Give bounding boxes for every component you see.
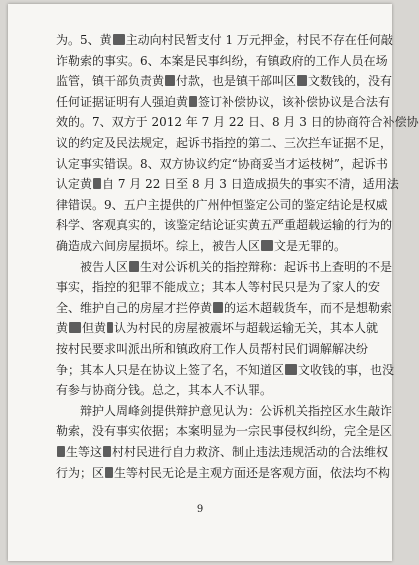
text-line	[56, 53, 388, 69]
text-segment: 律错误。9、五户主提供的广州仲恒鉴定公司的鉴定结论是权威	[56, 197, 388, 212]
redaction-block	[165, 75, 175, 86]
text-segment: 生等村民无论是主观方面还是客观方面，依法均不构	[114, 465, 391, 480]
text-segment: 议的约定及民法规定，起诉书指控的第二、三次拦车证据不足，	[56, 136, 393, 150]
text-segment: 争；其本人只是在协议上签了名，不知道区	[56, 362, 285, 377]
text-line	[56, 341, 376, 357]
text-segment: 生等这	[66, 445, 103, 459]
text-segment: 任何证据证明有人强迫黄	[56, 94, 189, 109]
text-segment: 为。5、黄	[56, 33, 112, 47]
redaction-block	[103, 446, 111, 457]
redaction-block	[57, 446, 65, 457]
text-segment: 辩护人周峰剑提供辩护意见认为：公诉机关指控区水生敲诈	[80, 403, 393, 418]
text-segment: 确造成六间房屋损坏。综上，被告人区	[56, 239, 261, 253]
page-number: 9	[196, 504, 204, 515]
text-segment: 有参与协商分钱。总之，其本人不认罪。	[56, 383, 273, 398]
body-text	[8, 4, 419, 561]
text-line	[56, 176, 399, 192]
text-segment: 行为；区	[56, 465, 105, 480]
redaction-block	[107, 322, 113, 333]
redaction-block	[213, 302, 223, 313]
text-segment: 科学、客观真实的，该鉴定结论证实黄五严重超载运输的行为的	[56, 218, 393, 233]
text-segment: 监管，镇干部负责黄	[56, 74, 165, 89]
text-line	[80, 259, 393, 275]
text-segment: 生对公诉机关的指控辩称：起诉书上查明的不是	[140, 259, 393, 274]
text-segment: 认为村民的房屋被震坏与超载运输无关，其本人就	[114, 321, 379, 336]
redaction-block	[105, 467, 113, 478]
text-line	[56, 362, 395, 378]
text-segment: 黄	[56, 321, 69, 336]
redaction-block	[261, 240, 273, 251]
text-line	[56, 197, 388, 213]
text-segment: 认定黄	[56, 177, 93, 192]
redaction-block	[113, 34, 125, 45]
text-segment: 村村民进行自力救济、制止违法违规活动的合法维权	[112, 445, 389, 459]
document-page	[8, 4, 419, 561]
text-line	[56, 238, 376, 254]
text-line	[80, 403, 393, 419]
text-line	[56, 382, 376, 398]
text-segment: 全、维护自己的房屋才拦停黄	[56, 300, 213, 315]
text-line	[56, 444, 389, 460]
text-segment: 自 7 月 22 日至 8 月 3 日造成损失的事实不清，适用法	[102, 177, 399, 192]
text-line	[56, 320, 379, 336]
text-segment: 文数钱的，没有	[308, 74, 393, 89]
text-segment: 文是无罪的。	[274, 239, 347, 253]
text-line	[56, 279, 381, 295]
redaction-block	[189, 96, 197, 107]
text-segment: 认定事实错误。8、双方协议约定“协商妥当才运枝树”，起诉书	[56, 156, 388, 171]
text-segment: 勒索，没有事实依据；本案明显为一宗民事侵权纠纷，完全是区	[56, 424, 393, 439]
redaction-block	[69, 322, 81, 333]
text-segment: 事实，指控的犯罪不能成立；其本人等村民只是为了家人的安	[56, 280, 381, 295]
text-line	[56, 94, 391, 110]
redaction-block	[285, 364, 297, 375]
text-segment: 诈勒索的事实。6、本案是民事纠纷，有镇政府的工作人员在场	[56, 53, 388, 68]
text-line	[56, 217, 393, 233]
text-segment: 按村民要求叫派出所和镇政府工作人员帮村民们调解解决纷	[56, 342, 369, 356]
text-line	[56, 135, 393, 151]
text-segment: 的运木超载货车，而不是想勒索	[224, 300, 393, 315]
text-line	[56, 300, 393, 316]
text-line	[56, 114, 419, 130]
text-line	[56, 423, 393, 439]
text-segment: 但黄	[82, 321, 107, 336]
redaction-block	[129, 261, 139, 272]
redaction-block	[297, 75, 307, 86]
text-segment: 被告人区	[80, 259, 129, 274]
redaction-block	[93, 178, 101, 189]
text-line	[56, 73, 393, 89]
text-line	[56, 465, 391, 481]
text-line	[56, 32, 393, 48]
text-segment: 文收钱的事，也没	[298, 362, 395, 377]
text-line	[56, 156, 388, 172]
text-segment: 签订补偿协议，该补偿协议是合法有	[198, 94, 391, 109]
text-segment: 付款，也是镇干部叫区	[176, 74, 297, 89]
text-segment: 主动向村民暂支付 1 万元押金，村民不存在任何敲	[125, 33, 393, 47]
text-segment: 效的。7、双方于 2012 年 7 月 22 日、8 月 3 日的协商符合补偿协	[56, 115, 419, 130]
